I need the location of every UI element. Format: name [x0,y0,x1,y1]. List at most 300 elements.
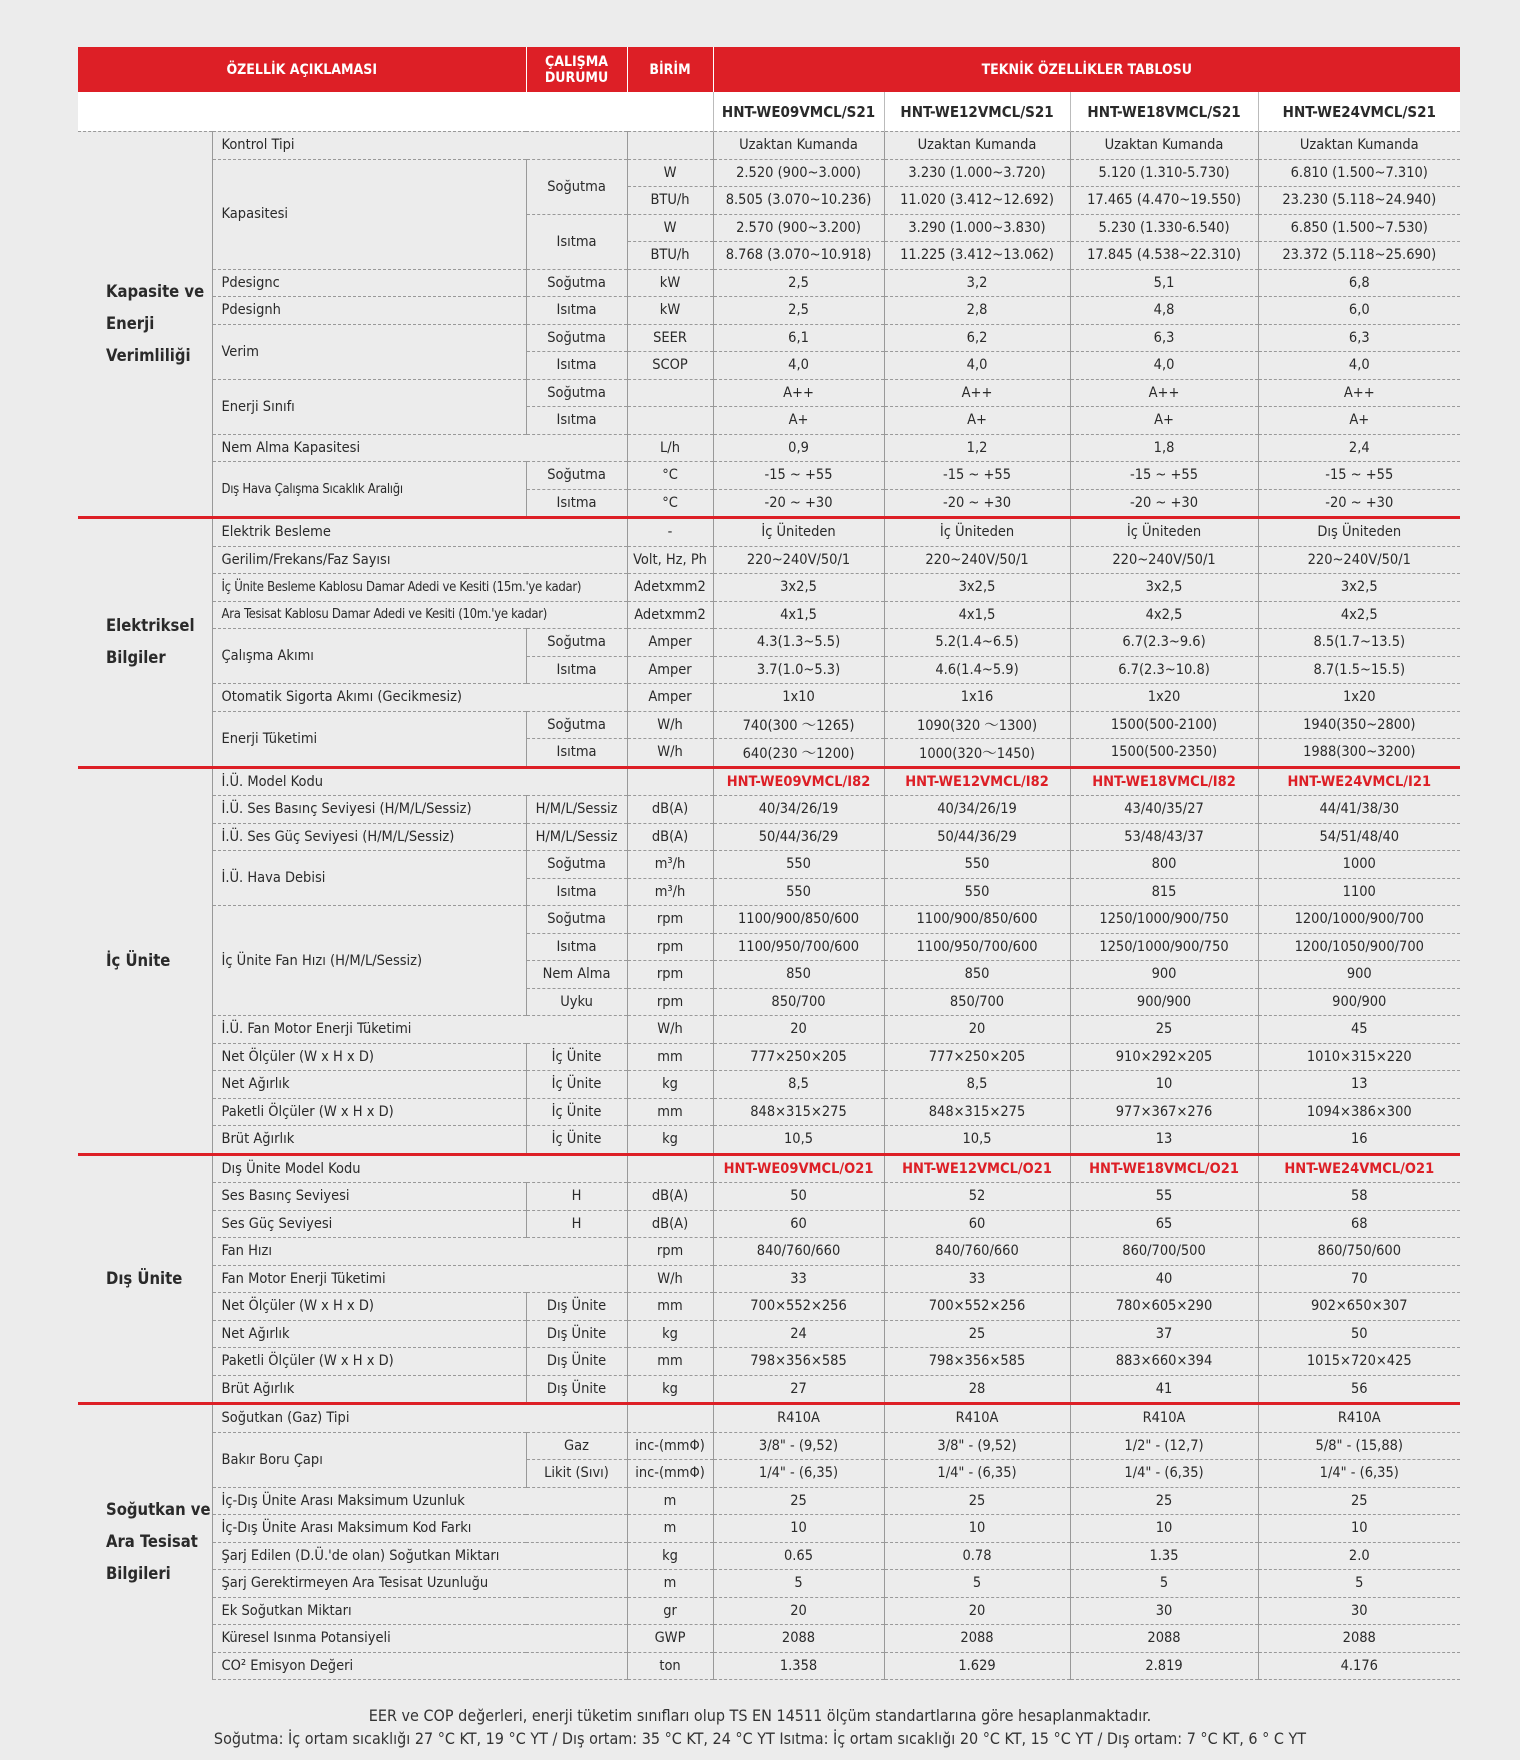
row-mode: Soğutma [526,379,627,407]
row-value: 8.5(1.7~13.5) [1258,629,1460,657]
row-unit: gr [627,1597,713,1625]
row-value: 11.020 (3.412~12.692) [884,187,1070,215]
row-unit: rpm [627,906,713,934]
row-unit: kg [627,1071,713,1099]
row-value: 550 [713,851,884,879]
row-value: 910×292×205 [1070,1043,1258,1071]
row-value: 25 [1070,1016,1258,1044]
row-value: 17.465 (4.470~19.550) [1070,187,1258,215]
section-title: Soğutkan ve Ara Tesisat Bilgileri [78,1404,212,1680]
row-value: 2088 [713,1625,884,1653]
row-value: 0,9 [713,434,884,462]
row-value: 2,8 [884,297,1070,325]
spec-row [78,1016,1460,1044]
row-value: 5.230 (1.330-6.540) [1070,214,1258,242]
row-value: 10 [713,1515,884,1543]
row-value: 28 [884,1375,1070,1404]
row-label: Brüt Ağırlık [212,1126,526,1155]
row-value: 10,5 [884,1126,1070,1155]
row-unit: L/h [627,434,713,462]
spec-row [78,1542,1460,1570]
row-value: 3.290 (1.000~3.830) [884,214,1070,242]
row-value: R410A [713,1404,884,1433]
row-value: İç Üniteden [1070,518,1258,547]
row-value: 1/4" - (6,35) [884,1460,1070,1488]
row-value: HNT-WE09VMCL/I82 [713,767,884,796]
header-mode: ÇALIŞMA DURUMU [526,47,627,92]
row-value: A++ [884,379,1070,407]
row-value: 8.768 (3.070~10.918) [713,242,884,270]
spec-row [78,1238,1460,1266]
row-value: 4,0 [1070,352,1258,380]
row-unit: mm [627,1043,713,1071]
row-value: HNT-WE12VMCL/O21 [884,1154,1070,1183]
spec-row [78,796,1460,824]
row-unit: - [627,518,713,547]
row-value: 220~240V/50/1 [1258,546,1460,574]
row-value: Uzaktan Kumanda [1070,132,1258,160]
row-value: 54/51/48/40 [1258,823,1460,851]
row-value: -20 ~ +30 [884,489,1070,518]
spec-row [78,823,1460,851]
row-value: 5,1 [1070,269,1258,297]
row-value: 41 [1070,1375,1258,1404]
row-unit: BTU/h [627,187,713,215]
row-mode: Soğutma [526,269,627,297]
row-value: 6.7(2.3~9.6) [1070,629,1258,657]
row-value: 6.7(2.3~10.8) [1070,656,1258,684]
row-mode: H/M/L/Sessiz [526,823,627,851]
row-unit: m [627,1515,713,1543]
row-value: 6,0 [1258,297,1460,325]
row-value: 27 [713,1375,884,1404]
row-value: 848×315×275 [713,1098,884,1126]
row-value: 60 [713,1210,884,1238]
row-value: 0.65 [713,1542,884,1570]
row-value: 13 [1070,1126,1258,1155]
row-value: -20 ~ +30 [1258,489,1460,518]
spec-row [78,1265,1460,1293]
row-unit: W/h [627,1016,713,1044]
row-unit [627,132,713,160]
row-label: Ses Güç Seviyesi [212,1210,526,1238]
spec-row [78,767,1460,796]
spec-row [78,1098,1460,1126]
row-value: -15 ~ +55 [1070,462,1258,490]
row-value: 848×315×275 [884,1098,1070,1126]
spec-row [78,269,1460,297]
row-value: 1010×315×220 [1258,1043,1460,1071]
row-unit: mm [627,1348,713,1376]
row-value: 6,8 [1258,269,1460,297]
row-value: 2.570 (900~3.200) [713,214,884,242]
row-label: Fan Hızı [212,1238,627,1266]
row-unit [627,379,713,407]
row-value: 2.819 [1070,1652,1258,1680]
spec-row [78,434,1460,462]
spec-row [78,1126,1460,1155]
row-unit: kg [627,1126,713,1155]
row-value: 3.230 (1.000~3.720) [884,159,1070,187]
spec-row [78,132,1460,160]
row-value: 1940(350~2800) [1258,711,1460,739]
row-label: Paketli Ölçüler (W x H x D) [212,1098,526,1126]
row-value: R410A [1258,1404,1460,1433]
row-value: 2088 [1258,1625,1460,1653]
row-value: 3/8" - (9,52) [884,1432,1070,1460]
row-unit: SEER [627,324,713,352]
row-label: İ.Ü. Hava Debisi [212,851,526,906]
row-label: İç-Dış Ünite Arası Maksimum Kod Farkı [212,1515,627,1543]
row-unit: inc-(mmΦ) [627,1460,713,1488]
row-label: Paketli Ölçüler (W x H x D) [212,1348,526,1376]
row-value: Uzaktan Kumanda [713,132,884,160]
row-value: 902×650×307 [1258,1293,1460,1321]
footnote-standard: EER ve COP değerleri, enerji tüketim sınıfları olup TS EN 14511 ölçüm standartlarına göre hesaplanmaktadır. [368,1706,1152,1725]
row-value: 860/750/600 [1258,1238,1460,1266]
row-label: Fan Motor Enerji Tüketimi [212,1265,627,1293]
row-value: 1.358 [713,1652,884,1680]
row-value: 37 [1070,1320,1258,1348]
row-value: 44/41/38/30 [1258,796,1460,824]
row-value: 1/4" - (6,35) [713,1460,884,1488]
row-label: Ek Soğutkan Miktarı [212,1597,627,1625]
row-label: Kapasitesi [212,159,526,269]
row-value: 40 [1070,1265,1258,1293]
row-value: 50/44/36/29 [884,823,1070,851]
row-value: 2088 [1070,1625,1258,1653]
spec-row [78,1043,1460,1071]
section-title: Kapasite ve Enerji Verimliliği [106,282,205,365]
row-unit: Adetxmm2 [627,601,713,629]
row-value: 550 [713,878,884,906]
row-value: 4,8 [1070,297,1258,325]
row-value: 25 [1258,1487,1460,1515]
row-value: 1500(500-2100) [1070,711,1258,739]
row-value: 50 [713,1183,884,1211]
row-value: 3/8" - (9,52) [713,1432,884,1460]
row-mode: Isıtma [526,214,627,269]
row-label: Net Ağırlık [212,1071,526,1099]
row-value: 10 [1258,1515,1460,1543]
row-label: Soğutkan (Gaz) Tipi [212,1404,627,1433]
row-unit: m [627,1487,713,1515]
row-label: Pdesignc [212,269,526,297]
row-value: 5 [1258,1570,1460,1598]
row-value: 20 [884,1016,1070,1044]
row-value: 1988(300~3200) [1258,739,1460,768]
row-label: Nem Alma Kapasitesi [212,434,627,462]
row-label: Net Ölçüler (W x H x D) [212,1043,526,1071]
row-mode: Gaz [526,1432,627,1460]
row-value: HNT-WE18VMCL/O21 [1070,1154,1258,1183]
row-mode: İç Ünite [526,1126,627,1155]
section-title: İç Ünite [78,767,212,1154]
row-value: 4x2,5 [1258,601,1460,629]
row-value: 10,5 [713,1126,884,1155]
row-mode: Nem Alma [526,961,627,989]
row-value: 800 [1070,851,1258,879]
row-value: 550 [884,851,1070,879]
spec-row [78,159,1460,187]
spec-row [78,574,1460,602]
row-unit: rpm [627,961,713,989]
row-unit: m [627,1570,713,1598]
spec-row [78,1071,1460,1099]
row-label: İ.Ü. Ses Güç Seviyesi (H/M/L/Sessiz) [212,823,526,851]
row-value: 220~240V/50/1 [1070,546,1258,574]
spec-row [78,851,1460,879]
row-value: 1100 [1258,878,1460,906]
row-unit [627,407,713,435]
row-mode: Dış Ünite [526,1320,627,1348]
row-value: -20 ~ +30 [1070,489,1258,518]
row-value: 1/4" - (6,35) [1070,1460,1258,1488]
row-value: 60 [884,1210,1070,1238]
row-value: 25 [1070,1487,1258,1515]
row-value: 3x2,5 [1070,574,1258,602]
header-feature: ÖZELLİK AÇIKLAMASI [78,47,526,92]
row-unit: dB(A) [627,823,713,851]
row-unit: kW [627,297,713,325]
row-unit: rpm [627,988,713,1016]
row-label: Çalışma Akımı [212,629,526,684]
spec-row [78,1183,1460,1211]
row-value: 58 [1258,1183,1460,1211]
row-label: Enerji Tüketimi [212,711,526,767]
row-value: Uzaktan Kumanda [1258,132,1460,160]
row-unit: kg [627,1320,713,1348]
row-value: 65 [1070,1210,1258,1238]
row-value: 3x2,5 [713,574,884,602]
row-value: 5/8" - (15,88) [1258,1432,1460,1460]
row-mode: Dış Ünite [526,1348,627,1376]
row-mode: Soğutma [526,851,627,879]
spec-row [78,546,1460,574]
row-value: 1.35 [1070,1542,1258,1570]
row-value: -20 ~ +30 [713,489,884,518]
spec-row [78,379,1460,407]
row-unit: W/h [627,1265,713,1293]
row-value: 30 [1070,1597,1258,1625]
row-unit: Amper [627,656,713,684]
row-value: 840/760/660 [713,1238,884,1266]
row-label: Dış Hava Çalışma Sıcaklık Aralığı [212,462,526,518]
row-value: 900 [1070,961,1258,989]
spec-row [78,1625,1460,1653]
row-unit: m³/h [627,878,713,906]
row-mode: Dış Ünite [526,1375,627,1404]
row-value: 52 [884,1183,1070,1211]
row-unit: mm [627,1293,713,1321]
row-value: 68 [1258,1210,1460,1238]
row-value: 1100/950/700/600 [884,933,1070,961]
spec-table [78,47,1460,1680]
spec-row [78,1432,1460,1460]
row-value: 1x10 [713,684,884,712]
row-value: 10 [884,1515,1070,1543]
row-value: -15 ~ +55 [713,462,884,490]
row-value: 1/2" - (12,7) [1070,1432,1258,1460]
row-unit: kg [627,1375,713,1404]
row-value: 25 [884,1320,1070,1348]
row-value: 4.176 [1258,1652,1460,1680]
row-unit: Amper [627,684,713,712]
spec-row [78,1487,1460,1515]
spec-row [78,1210,1460,1238]
row-value: 8,5 [713,1071,884,1099]
spec-body [78,132,1460,1680]
row-value: 1500(500-2350) [1070,739,1258,768]
row-value: 4,0 [1258,352,1460,380]
spec-row [78,462,1460,490]
row-label: İç Ünite Besleme Kablosu Damar Adedi ve Kesiti (15m.'ye kadar) [212,574,627,602]
row-value: A+ [1070,407,1258,435]
row-mode: Dış Ünite [526,1293,627,1321]
row-value: 740(300 ～1265) [713,711,884,739]
header-spec: TEKNİK ÖZELLİKLER TABLOSU [713,47,1460,92]
row-value: 900/900 [1070,988,1258,1016]
row-label: Net Ağırlık [212,1320,526,1348]
row-value: 33 [884,1265,1070,1293]
row-unit: dB(A) [627,1183,713,1211]
row-value: A++ [1258,379,1460,407]
spec-row [78,684,1460,712]
row-value: 777×250×205 [884,1043,1070,1071]
spec-row [78,1293,1460,1321]
row-value: A+ [884,407,1070,435]
row-label: Gerilim/Frekans/Faz Sayısı [212,546,627,574]
row-mode: Isıtma [526,489,627,518]
row-value: 815 [1070,878,1258,906]
row-value: HNT-WE18VMCL/I82 [1070,767,1258,796]
spec-row [78,629,1460,657]
row-label: İ.Ü. Model Kodu [212,767,627,796]
row-unit: rpm [627,1238,713,1266]
spec-row [78,1348,1460,1376]
row-value: 850 [713,961,884,989]
row-value: 1,8 [1070,434,1258,462]
row-value: 8,5 [884,1071,1070,1099]
row-mode: Isıtma [526,297,627,325]
model-name: HNT-WE24VMCL/S21 [1258,92,1460,132]
row-value: 4,0 [713,352,884,380]
row-value: 4x1,5 [713,601,884,629]
row-label: Brüt Ağırlık [212,1375,526,1404]
row-mode: Isıtma [526,878,627,906]
row-value: 4.6(1.4~5.9) [884,656,1070,684]
row-value: 850 [884,961,1070,989]
row-label: İç Ünite Fan Hızı (H/M/L/Sessiz) [212,906,526,1016]
row-mode: Soğutma [526,159,627,214]
row-label: Küresel Isınma Potansiyeli [212,1625,627,1653]
model-row-spacer [78,92,713,132]
row-value: R410A [884,1404,1070,1433]
row-label: Enerji Sınıfı [212,379,526,434]
row-value: 6.810 (1.500~7.310) [1258,159,1460,187]
row-value: A++ [713,379,884,407]
row-value: 2,5 [713,269,884,297]
spec-row [78,1404,1460,1433]
header-unit: BİRİM [627,47,713,92]
row-value: 6,3 [1070,324,1258,352]
row-value: 5 [1070,1570,1258,1598]
model-name: HNT-WE18VMCL/S21 [1070,92,1258,132]
row-value: 40/34/26/19 [713,796,884,824]
row-mode: Isıtma [526,933,627,961]
row-mode: H/M/L/Sessiz [526,796,627,824]
row-value: 30 [1258,1597,1460,1625]
row-value: 1/4" - (6,35) [1258,1460,1460,1488]
row-label: Otomatik Sigorta Akımı (Gecikmesiz) [212,684,627,712]
row-value: 850/700 [884,988,1070,1016]
row-mode: Isıtma [526,739,627,768]
spec-row [78,1597,1460,1625]
row-mode: Isıtma [526,656,627,684]
row-value: 20 [713,1016,884,1044]
section-title: Elektriksel Bilgiler [78,518,212,768]
row-value: 1100/900/850/600 [713,906,884,934]
row-value: 3x2,5 [884,574,1070,602]
row-unit: W/h [627,711,713,739]
row-label: Ara Tesisat Kablosu Damar Adedi ve Kesiti (10m.'ye kadar) [212,601,627,629]
spec-row [78,1570,1460,1598]
row-value: 1200/1050/900/700 [1258,933,1460,961]
row-label: İç-Dış Ünite Arası Maksimum Uzunluk [212,1487,627,1515]
row-value: 2,4 [1258,434,1460,462]
row-value: 6,3 [1258,324,1460,352]
row-unit: dB(A) [627,1210,713,1238]
row-value: -15 ~ +55 [1258,462,1460,490]
row-value: 4,0 [884,352,1070,380]
row-value: 56 [1258,1375,1460,1404]
row-value: 45 [1258,1016,1460,1044]
row-value: 2088 [884,1625,1070,1653]
row-unit: °C [627,462,713,490]
row-value: 550 [884,878,1070,906]
spec-row [78,297,1460,325]
row-mode: Soğutma [526,906,627,934]
row-unit: dB(A) [627,796,713,824]
row-value: 1000(320～1450) [884,739,1070,768]
row-value: 16 [1258,1126,1460,1155]
row-value: 977×367×276 [1070,1098,1258,1126]
row-value: 55 [1070,1183,1258,1211]
row-value: 20 [884,1597,1070,1625]
spec-row [78,906,1460,934]
row-label: İ.Ü. Ses Basınç Seviyesi (H/M/L/Sessiz) [212,796,526,824]
row-value: 1100/950/700/600 [713,933,884,961]
row-unit: rpm [627,933,713,961]
row-value: 5 [884,1570,1070,1598]
row-value: 8.505 (3.070~10.236) [713,187,884,215]
row-unit: °C [627,489,713,518]
row-value: 5 [713,1570,884,1598]
row-value: 1094×386×300 [1258,1098,1460,1126]
row-label: CO² Emisyon Değeri [212,1652,627,1680]
spec-row [78,1154,1460,1183]
row-unit [627,1404,713,1433]
row-label: Şarj Edilen (D.Ü.'de olan) Soğutkan Miktarı [212,1542,627,1570]
row-value: 798×356×585 [713,1348,884,1376]
row-unit: ton [627,1652,713,1680]
row-label: Kontrol Tipi [212,132,627,160]
row-value: 4x2,5 [1070,601,1258,629]
row-value: 25 [884,1487,1070,1515]
row-mode: Soğutma [526,629,627,657]
row-value: 1100/900/850/600 [884,906,1070,934]
row-value: İç Üniteden [884,518,1070,547]
